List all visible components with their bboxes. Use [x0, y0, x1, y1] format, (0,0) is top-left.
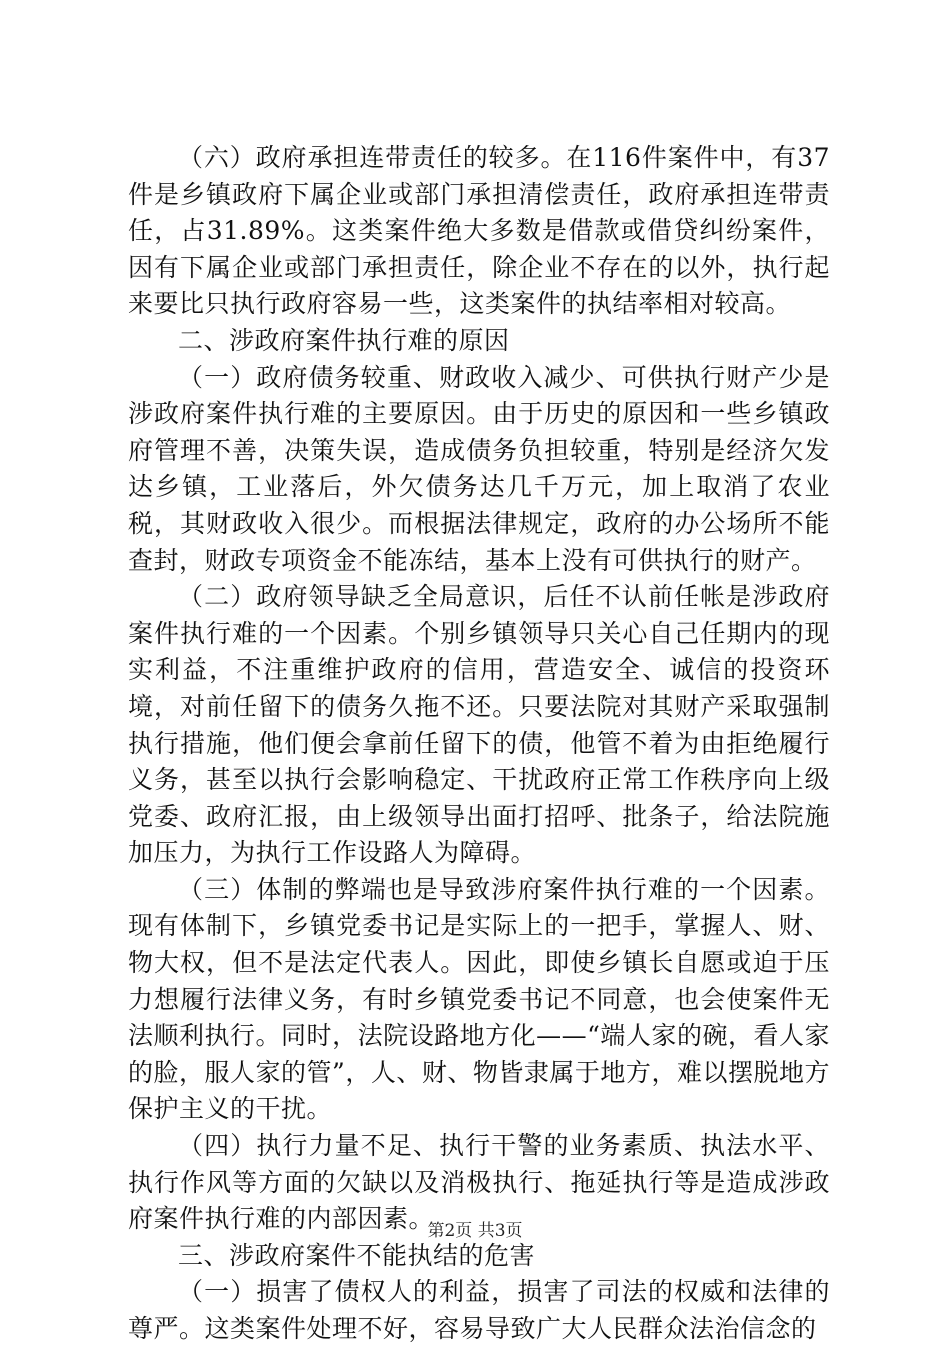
page-footer: 第2页 共3页	[427, 1221, 523, 1241]
section-heading-causes: 二、涉政府案件执行难的原因	[178, 325, 510, 355]
paragraph-cause-two: （二）政府领导缺乏全局意识，后任不认前任帐是涉政府案件执行难的一个因素。个别乡镇领导只关心自己任期内的现实利益，不注重维护政府的信用，营造安全、诚信的投资环境，对前任留下的债务久拖不还。只要法院对其财产采取强制执行措施，他们便会拿前任留下的债，他管不着为由拒绝履行义务，甚至以执行会影响稳定、干扰政府正常工作秩序向上级党委、政府汇报，由上级领导出面打招呼、批条子，给法院施加压力，为执行工作设路人为障碍。	[128, 582, 830, 868]
paragraph-harm-one: （一）损害了债权人的利益，损害了司法的权威和法律的尊严。这类案件处理不好，容易导致广大人民群众法治信念的	[128, 1277, 830, 1343]
section-heading-harms: 三、涉政府案件不能执结的危害	[178, 1240, 536, 1270]
document-body	[128, 140, 830, 1348]
paragraph-six-joint-liability: （六）政府承担连带责任的较多。在116件案件中，有37件是乡镇政府下属企业或部门承担清偿责任，政府承担连带责任，占31.89%。这类案件绝大多数是借款或借贷纠纷案件，因有下属企业或部门承担责任，除企业不存在的以外，执行起来要比只执行政府容易一些，这类案件的执结率相对较高。	[128, 143, 830, 319]
paragraph-cause-three: （三）体制的弊端也是导致涉府案件执行难的一个因素。现有体制下，乡镇党委书记是实际上的一把手，掌握人、财、物大权，但不是法定代表人。因此，即使乡镇长自愿或迫于压力想履行法律义务，有时乡镇党委书记不同意，也会使案件无法顺利执行。同时，法院设路地方化——“端人家的碗，看人家的脸，服人家的管”，人、财、物皆隶属于地方，难以摆脱地方保护主义的干扰。	[128, 874, 830, 1124]
paragraph-cause-four: （四）执行力量不足、执行干警的业务素质、执法水平、执行作风等方面的欠缺以及消极执行、拖延执行等是造成涉政府案件执行难的内部因素。	[128, 1131, 830, 1234]
paragraph-cause-one: （一）政府债务较重、财政收入减少、可供执行财产少是涉政府案件执行难的主要原因。由于历史的原因和一些乡镇政府管理不善，决策失误，造成债务负担较重，特别是经济欠发达乡镇，工业落后，外欠债务达几千万元，加上取消了农业税，其财政收入很少。而根据法律规定，政府的办公场所不能查封，财政专项资金不能冻结，基本上没有可供执行的财产。	[128, 362, 830, 575]
